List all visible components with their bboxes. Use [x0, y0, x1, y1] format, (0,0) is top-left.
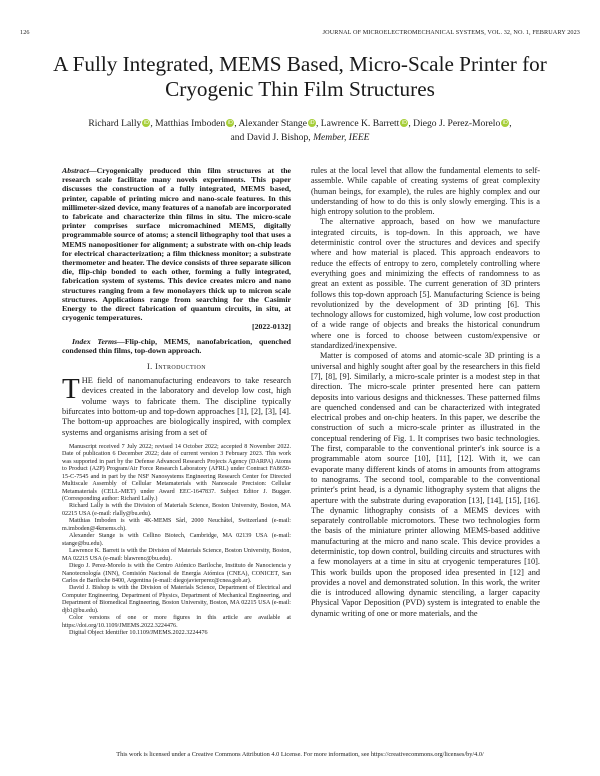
index-terms	[62, 337, 291, 355]
author-name: Lawrence K. Barrett	[320, 118, 400, 129]
footnote: Diego J. Perez-Morelo is with the Centro Atómico Bariloche, Instituto de Nanociencia y Nanotecnología (INN), Comisión Nacional de Energía Atómica (CNEA), CONICET, San Carlos de Bariloche 8400, Argentina (e-mail: diegojavierperez@cnea.gob.ar).	[62, 563, 291, 584]
body-paragraph: Matter is composed of atoms and atomic-scale 3D printing is a universal and highly sought after goal by the researchers in this field [7], [8], [9]. Similarly, a micro-scale printer is a modest step in that direction. The micro-scale printer presented here can pattern deposits into various designs and thicknesses. These patterned films are quenched condensed and can be characterized with integrated electrical probes and on-chip heaters. In this paper, we describe the construction of such a micro-scale printer as illustrated in the conceptual rendering of Fig. 1. It comprises two basic technologies. The first, comparable to the conventional printer's ink source is a programmable atom source [10], [11], [12]. With it, we can evaporate many different kinds of atoms in amounts from attograms to nanograms. The second tool, comparable to the conventional printer's print head, is a dynamic lithography system that aligns the aperture with the substrate during evaporation [13], [14], [15], [16]. The dynamic lithography consists of a MEMS devices with separately controllable micromotors. These two technologies form the basis of the miniature printer allowing MEMS-based additive manufacturing at the micro and nano scale. This device provides a deterministic, top down control, building circuits and structures with a few monolayers at a time in situ at cryogenic temperatures [10]. This work builds upon the proposed idea presented in [12] and provides a novel and demonstrated solution. In this work, the writer die is introduced allowing dynamic stenciling, a larger capacity Physical Vapor Deposition (PVD) system is integrated to enable the dynamic writing of one or more materials, and the	[311, 351, 540, 618]
abstract-label: Abstract—	[62, 166, 97, 175]
page-number: 126	[20, 29, 30, 36]
journal-header: JOURNAL OF MICROELECTROMECHANICAL SYSTEMS, VOL. 32, NO. 1, FEBRUARY 2023	[322, 29, 580, 36]
footnote: Matthias Imboden is with 4K-MEMS Sàrl, 2000 Neuchâtel, Switzerland (e-mail: m.imboden@4kmems.ch).	[62, 518, 291, 532]
drop-cap: T	[62, 373, 80, 406]
orcid-icon[interactable]: iD	[502, 120, 508, 126]
author-role: Member, IEEE	[313, 132, 370, 143]
left-column	[62, 166, 291, 638]
orcid-icon[interactable]: iD	[401, 120, 407, 126]
author-line-1: Richard Lally iD, Matthias Imboden iD, Alexander Stange iD, Lawrence K. Barrett iD, Diego J. Perez-Morelo iD,	[88, 118, 512, 129]
author-list	[40, 117, 560, 145]
paper-title: A Fully Integrated, MEMS Based, Micro-Scale Printer for Cryogenic Thin Film Structures	[53, 52, 547, 101]
body-paragraph: rules at the local level that allow the fundamental elements to self-assemble. While capable of creating systems of great complexity (human beings, for example), the rules are highly complex and our understanding of how to do this is only slowly emerging. This is a high entropy solution to the problem.	[311, 166, 540, 217]
footnote: Digital Object Identifier 10.1109/JMEMS.2022.3224476	[69, 630, 208, 637]
last-author: and David J. Bishop,	[230, 132, 311, 143]
abstract-number: [2022-0132]	[252, 322, 291, 332]
author-name: Matthias Imboden	[155, 118, 226, 129]
footnote: Alexander Stange is with Cellino Biotech, Cambridge, MA 02139 USA (e-mail: stange@bu.edu).	[62, 533, 291, 547]
orcid-icon[interactable]: iD	[227, 120, 233, 126]
index-terms-label: Index Terms—	[72, 336, 125, 346]
footnote: Lawrence K. Barrett is with the Division of Materials Science, Boston University, Boston, MA 02215 USA (e-mail: blawrenc@bu.edu).	[62, 548, 291, 562]
body-paragraph: The alternative approach, based on how we manufacture integrated circuits, is top-down. In this approach, we have deterministic control over the structures and devices and specify where and how material is placed. This approach endeavors to reduce the effects of entropy to zero, completely controlling where everything goes and minimizing the effects of randomness to as great an extent as possible. The current generation of 3D printers follows this top-down approach [5]. Manufacturing Science is being revolutionized by the development of 3D printing [6]. This technology allows for customized, high volume, low cost production of a wide range of objects and breaks the historical conundrum where one is forced to choose between custom/expensive or standardized/inexpensive.	[311, 217, 540, 351]
running-head	[20, 29, 580, 40]
orcid-icon[interactable]: iD	[143, 120, 149, 126]
footnote: Color versions of one or more figures in this article are available at https://doi.org/10.1109/JMEMS.2022.3224476.	[62, 615, 291, 629]
footnote: David J. Bishop is with the Division of Materials Science, Department of Electrical and Computer Engineering, Department of Physics, Department of Mechanical Engineering, and Department of Biomedical Engineering, Boston University, Boston, MA 02215 USA (e-mail: djb1@bu.edu).	[62, 585, 291, 614]
section-heading: I. Introduction	[147, 362, 206, 372]
author-line-2	[40, 131, 560, 145]
index-terms-text: Flip-chip, MEMS, nanofabrication, quenched condensed thin films, top-down approach.	[62, 336, 292, 355]
footnotes	[62, 444, 291, 638]
author-name: Alexander Stange	[238, 118, 307, 129]
author-name: Diego J. Perez-Morelo	[413, 118, 501, 129]
abstract-text: Cryogenically produced thin film structures at the research scale facilitate many novels experiments. This paper discusses the construction of a fully integrated, MEMS based, printer, capable of printing micro and nano-scale features. In this millimeter-sized device, many features of a nanofab are incorporated to fabricate and characterize thin films in situ. The micro-scale printer comprises surface micromachined MEMS, digitally programmable source of atoms; a stencil lithography tool that uses a MEMS nanopositioner for alignment; a substrate with on-chip leads for electrical characterization; a film thickness monitor; a substrate thermometer and heater. The device consists of three separate silicon die, flip-chip bonded to each other, forming a fully integrated, fabrication system of systems. This device creates micro and nano structures ranging from a few monolayers thick up to micron scale structures. Applications range from searching for the Casimir Energy to the direct fabrication of quantum circuits, in situ, at cryogenic temperatures.	[62, 166, 291, 323]
abstract	[62, 166, 291, 332]
author-name: Richard Lally	[88, 118, 142, 129]
license-notice: This work is licensed under a Creative Commons Attribution 4.0 License. For more information, see https://creativecommons.org/licenses/by/4.0/	[116, 751, 484, 758]
intro-text: HE field of nanomanufacturing endeavors to take research devices created in the laboratory and develop low cost, high volume ways to fabricate them. The discipline typically bifurcates into bottom-up and top-down approaches [1], [2], [3], [4]. The bottom-up approaches are biologically inspired, with complex systems and organisms arising from a set of	[62, 376, 291, 437]
right-column	[311, 166, 540, 619]
footnote: Richard Lally is with the Division of Materials Science, Boston University, Boston, MA 02215 USA (e-mail: rlally@bu.edu).	[62, 503, 291, 517]
intro-paragraph	[62, 373, 291, 438]
footnote: Manuscript received 7 July 2022; revised 14 October 2022; accepted 8 November 2022. Date of publication 6 December 2022; date of current version 3 February 2023. This work was supported in part by the Defense Advanced Research Projects Agency (DARPA) Atoms to Product (A2P) Program/Air Force Research Laboratory (AFRL) under Contract FA8650-15-C-7545 and in part by the NSF Nanosystems Engineering Research Center for Directed Multiscale Assembly of Cellular Metamaterials with Nanoscale Precision: Cellular Metamaterials (CELL-MET) under Award EEC-1647837. Subject Editor J. Bugger. (Corresponding author: Richard Lally.)	[62, 443, 291, 503]
orcid-icon[interactable]: iD	[309, 120, 315, 126]
